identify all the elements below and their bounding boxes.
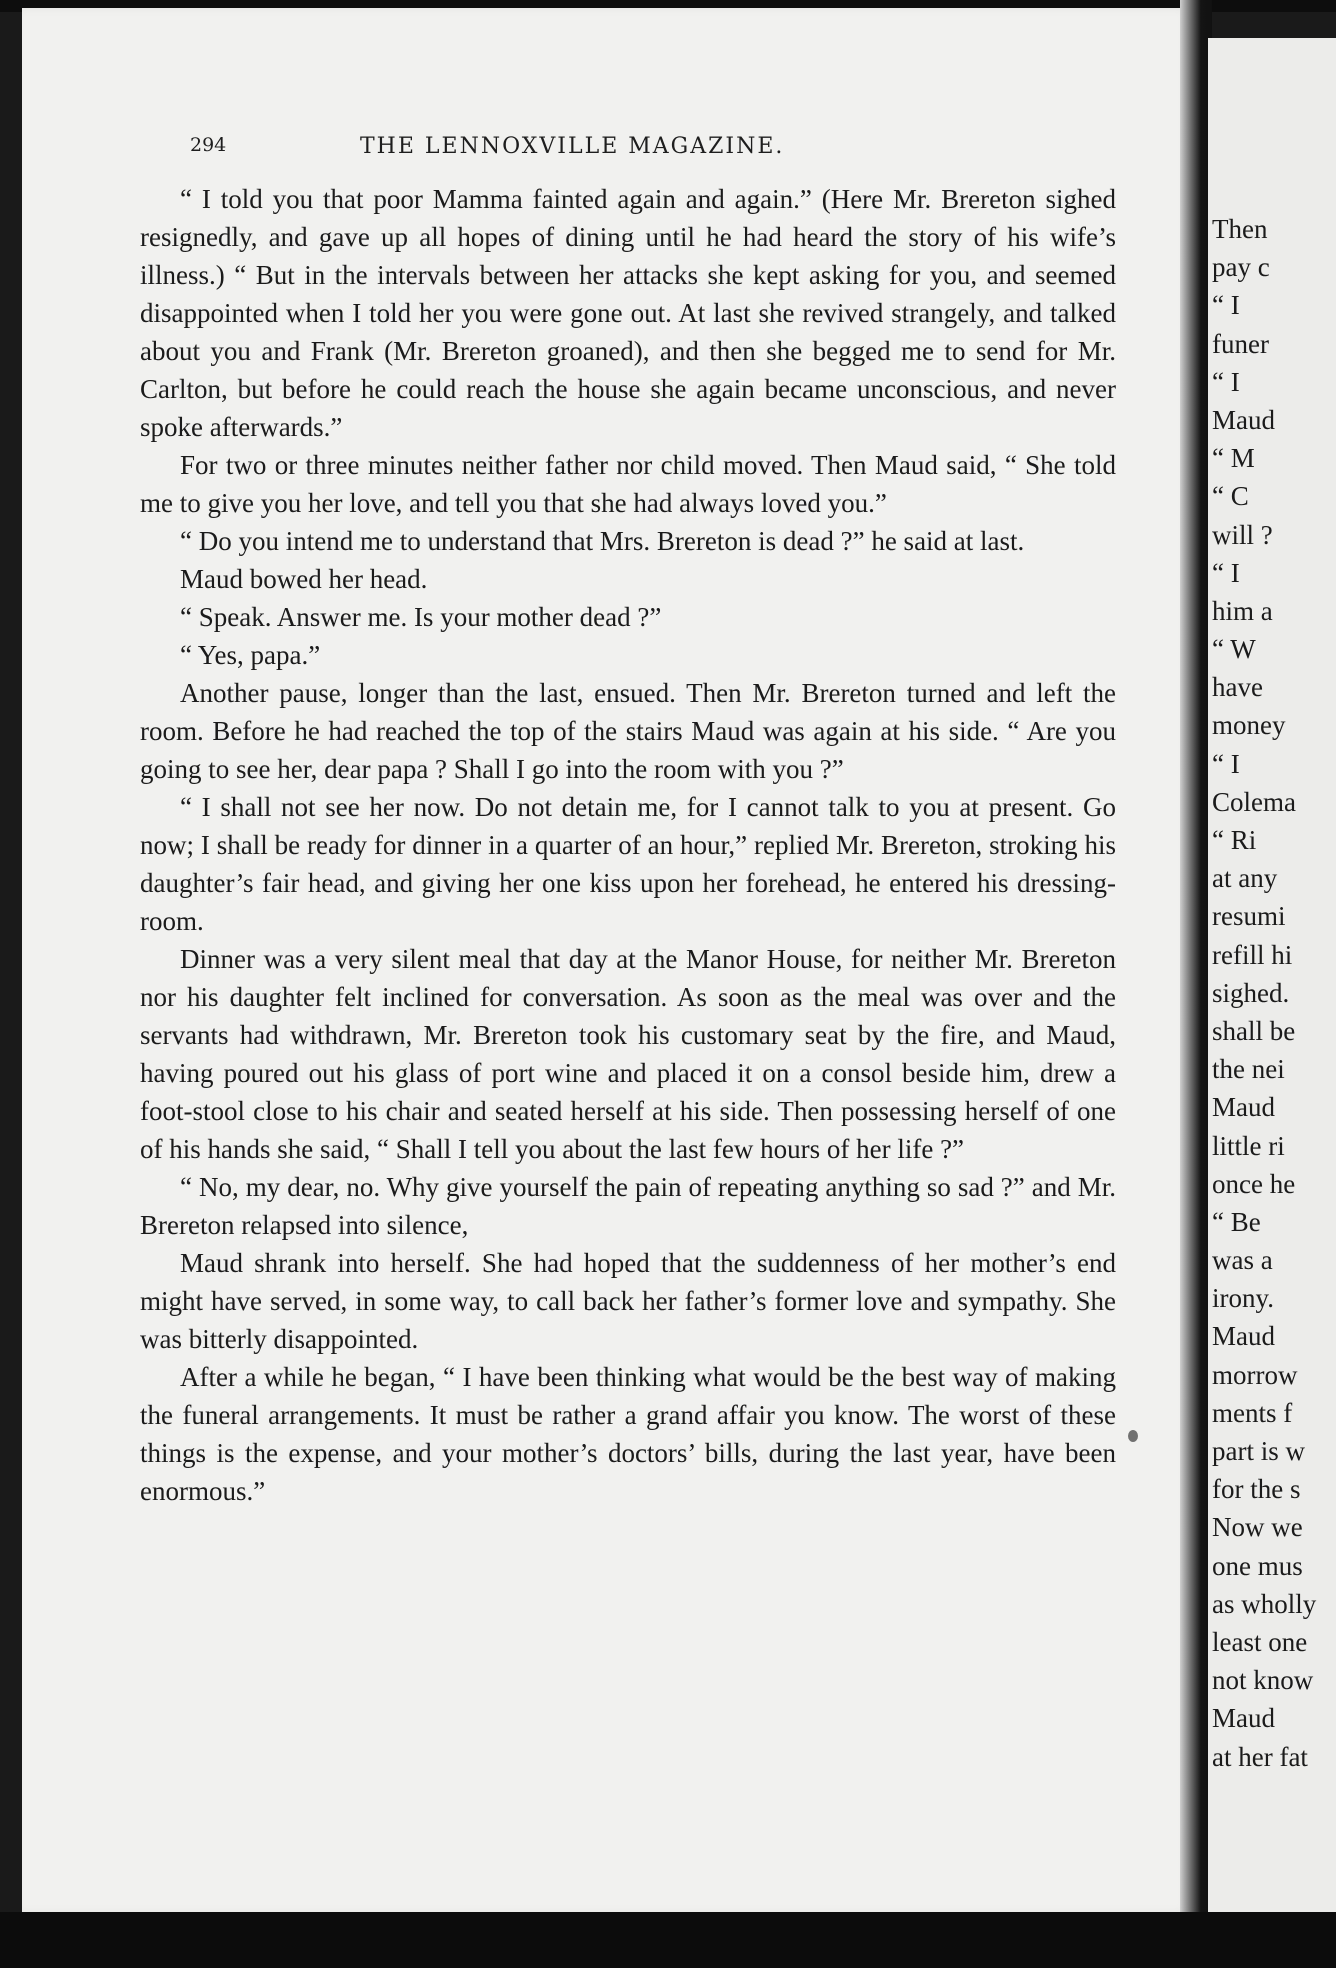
paragraph: “ I told you that poor Mamma fainted again and again.” (Here Mr. Brereton sighed resignedly, and gave up all hopes of dining until he had heard the story of his wife’s illness.) “ But in the intervals between her attacks she kept asking for you, and seemed disappointed when I told her you were gone out. At last she revived strangely, and talked about you and Frank (Mr. Brereton groaned), and then she begged me to send for Mr. Carlton, but before he could reach the house she again became unconscious, and never spoke afterwards.” xyxy=(140,184,1116,442)
right-page-line: sighed. xyxy=(1212,977,1290,1008)
paragraph: “ Speak. Answer me. Is your mother dead ?” xyxy=(180,602,662,632)
right-page-line: “ I xyxy=(1212,557,1240,588)
right-page-line: have xyxy=(1212,672,1263,703)
paragraph: “ I shall not see her now. Do not detain me, for I cannot talk to you at present. Go now; I shall be ready for dinner in a quarter of an hour,” replied Mr. Brereton, stroking his daughter’s fair head, and giving her one kiss upon her forehead, he entered his dressing-room. xyxy=(140,792,1116,936)
paragraph: “ Do you intend me to understand that Mrs. Brereton is dead ?” he said at last. xyxy=(180,526,1025,556)
right-page-line: “ C xyxy=(1212,481,1249,512)
right-page-line: will ? xyxy=(1212,519,1273,550)
right-page-line: him a xyxy=(1212,595,1273,626)
right-page-text xyxy=(1212,210,1336,1776)
paragraph: Dinner was a very silent meal that day at the Manor House, for neither Mr. Brereton nor his daughter felt inclined for conversation. As soon as the meal was over and the servants had withdrawn, Mr. Brereton took his customary seat by the fire, and Maud, having poured out his glass of port wine and placed it on a consol beside him, drew a foot-stool close to his chair and seated herself at his side. Then possessing herself of one of his hands she said, “ Shall I tell you about the last few hours of her life ?” xyxy=(140,944,1116,1164)
right-page-line: ments f xyxy=(1212,1397,1293,1428)
right-page-line: Maud xyxy=(1212,1321,1275,1352)
page-number: 294 xyxy=(190,134,227,156)
paragraph: Another pause, longer than the last, ensued. Then Mr. Brereton turned and left the room. Before he had reached the top of the stairs Maud was again at his side. “ Are you going to see her, dear papa ? Shall I go into the room with you ?” xyxy=(140,678,1116,784)
right-page-line: Then xyxy=(1212,214,1268,244)
right-page-line: as wholly xyxy=(1212,1588,1317,1619)
right-page-line: at her fat xyxy=(1212,1741,1308,1772)
scan-bottom-border xyxy=(0,1912,1336,1968)
right-page-line: least one xyxy=(1212,1626,1308,1657)
right-page-line: part is w xyxy=(1212,1436,1305,1466)
right-page-line: “ Be xyxy=(1212,1206,1261,1237)
right-page-line: little ri xyxy=(1212,1130,1285,1161)
paragraph: For two or three minutes neither father nor child moved. Then Maud said, “ She told me to give you her love, and tell you that she had always loved you.” xyxy=(140,450,1116,518)
right-page-line: “ W xyxy=(1212,634,1256,665)
right-page-line: for the s xyxy=(1212,1474,1301,1505)
running-title: THE LENNOXVILLE MAGAZINE. xyxy=(360,134,785,159)
right-page-line: was a xyxy=(1212,1245,1273,1276)
right-page-line: “ I xyxy=(1212,290,1240,321)
right-page-line: “ I xyxy=(1212,366,1240,397)
right-page-line: resumi xyxy=(1212,901,1286,932)
right-page-line: money xyxy=(1212,710,1286,741)
right-page-line: once he xyxy=(1212,1168,1296,1199)
right-page-line: “ I xyxy=(1212,748,1240,779)
right-page-line: shall be xyxy=(1212,1015,1296,1046)
paragraph: Maud shrank into herself. She had hoped that the suddenness of her mother’s end might have served, in some way, to call back her father’s former love and sympathy. She was bitterly disappointed. xyxy=(140,1248,1116,1354)
right-page-line: one mus xyxy=(1212,1550,1303,1581)
paragraph: “ Yes, papa.” xyxy=(180,640,321,670)
paragraph: Maud bowed her head. xyxy=(180,564,428,594)
right-page-line: Maud xyxy=(1212,1092,1275,1123)
right-page-line: morrow xyxy=(1212,1359,1298,1390)
paragraph: “ No, my dear, no. Why give yourself the pain of repeating anything so sad ?” and Mr. Brereton relapsed into silence, xyxy=(140,1172,1116,1240)
paragraph: After a while he began, “ I have been thinking what would be the best way of making the funeral arrangements. It must be rather a grand affair you know. The worst of these things is the expense, and your mother’s doctors’ bills, during the last year, have been enormous.” xyxy=(140,1362,1116,1506)
right-page-line: Colema xyxy=(1212,786,1296,817)
right-page-line: irony. xyxy=(1212,1283,1274,1314)
page-header xyxy=(180,130,900,170)
right-page-line: the nei xyxy=(1212,1054,1285,1085)
right-page-line: Maud xyxy=(1212,404,1275,435)
right-page-line: not know xyxy=(1212,1665,1314,1696)
right-page-line: refill hi xyxy=(1212,939,1293,970)
right-page-line: Maud xyxy=(1212,1703,1275,1734)
right-page-line: pay c xyxy=(1212,252,1270,283)
ink-spot xyxy=(1128,1430,1138,1442)
article-body xyxy=(140,180,1116,1510)
right-page-line: “ Ri xyxy=(1212,825,1257,855)
right-page-line: at any xyxy=(1212,863,1278,894)
right-page-line: funer xyxy=(1212,328,1269,359)
right-page-line: Now we xyxy=(1212,1512,1303,1543)
right-page-line: “ M xyxy=(1212,443,1255,474)
